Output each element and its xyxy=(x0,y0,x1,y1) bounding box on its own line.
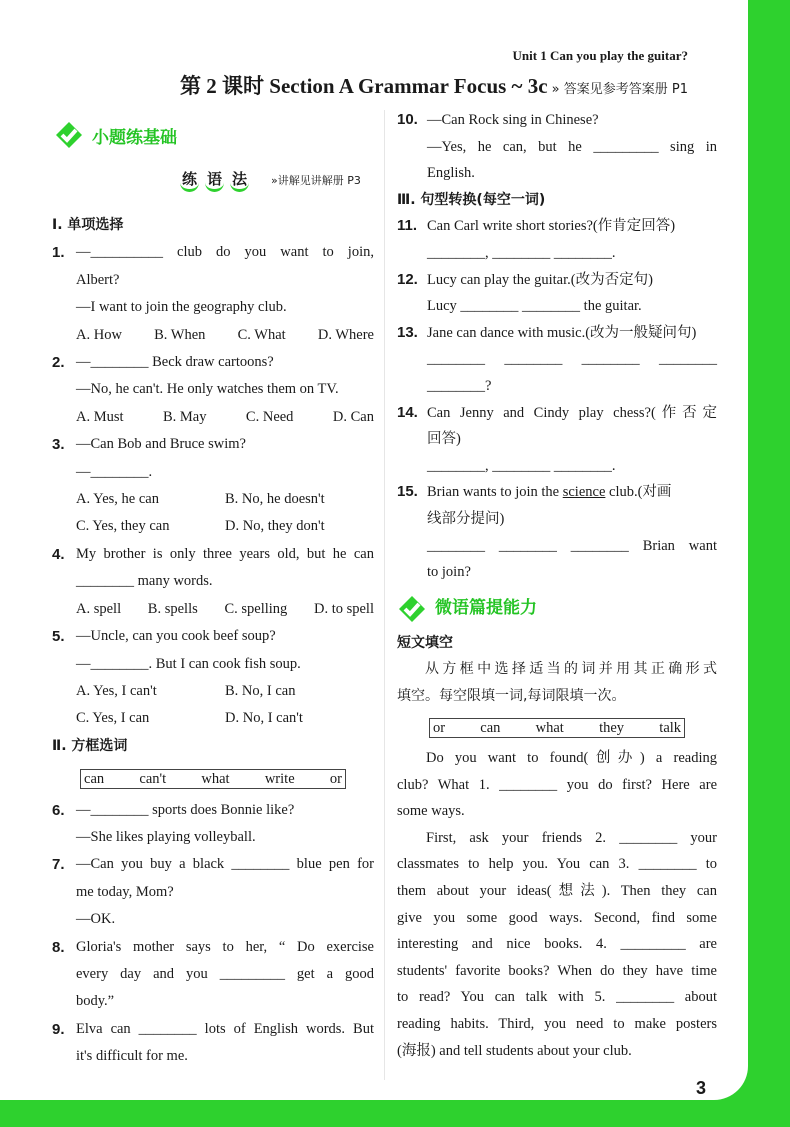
options xyxy=(52,486,374,541)
q-line: Can Jenny and Cindy play chess?(作否定 xyxy=(427,404,717,421)
column-divider xyxy=(384,110,385,1080)
underlined-word: science xyxy=(562,484,606,501)
left-column xyxy=(52,212,374,1071)
q-line: Albert? xyxy=(76,271,120,288)
question-6 xyxy=(52,797,374,852)
question-2 xyxy=(52,349,374,404)
option: B. No, he doesn't xyxy=(225,491,325,508)
option: D. Can xyxy=(332,408,374,425)
q-line: Can Carl write short stories?(作肯定回答) xyxy=(427,218,676,235)
question-9 xyxy=(52,1016,374,1071)
answer-reference: » 答案见参考答案册 P1 xyxy=(547,82,688,97)
q-line: —OK. xyxy=(76,911,116,928)
passage-line: them about your ideas(想法). Then they can xyxy=(397,883,717,900)
q-line: —She likes playing volleyball. xyxy=(76,828,256,845)
q-number: 8. xyxy=(52,938,65,956)
question-13 xyxy=(397,320,717,400)
question-12 xyxy=(397,267,717,320)
q-number: 11. xyxy=(397,217,418,235)
word-box-row xyxy=(52,760,374,796)
passage-line: some ways. xyxy=(397,803,465,820)
q-line: —________. But I can cook fish soup. xyxy=(76,655,301,672)
grammar-tag xyxy=(180,168,361,192)
q-number: 2. xyxy=(52,354,65,372)
q-line: My brother is only three years old, but he can xyxy=(76,545,374,562)
passage-line: club? What 1. ________ you do first? Here are xyxy=(397,776,717,793)
q-number: 10. xyxy=(397,111,418,128)
word-box: or can what they talk xyxy=(429,718,685,738)
q-line: —Can Rock sing in Chinese? xyxy=(427,112,599,128)
q-number: 7. xyxy=(52,856,65,874)
question-3 xyxy=(52,431,374,486)
q-line: —________ Beck draw cartoons? xyxy=(76,354,274,371)
q-number: 15. xyxy=(397,483,418,501)
q-text: Brian wants to join the xyxy=(427,484,563,501)
q-number: 1. xyxy=(52,244,65,262)
tag-char: 语 xyxy=(205,168,224,192)
passage-line: Do you want to found(创办) a reading xyxy=(426,750,717,767)
q-line: me today, Mom? xyxy=(76,883,174,900)
option: A. Yes, he can xyxy=(76,491,159,508)
question-1 xyxy=(52,239,374,321)
lesson-title xyxy=(180,70,688,100)
passage-line: to read? You can talk with 5. ________ about xyxy=(397,989,717,1006)
passage-line: reading habits. Third, you need to make posters xyxy=(397,1016,717,1032)
section-heading-basic xyxy=(54,120,177,150)
option: D. No, I can't xyxy=(225,710,303,727)
q-line: —________. xyxy=(76,463,153,480)
q-line: ________ ________ ________ Brian want xyxy=(427,537,717,554)
question-5 xyxy=(52,623,374,678)
q-number: 14. xyxy=(397,403,418,421)
option: C. spelling xyxy=(224,600,288,617)
section-title-word-box: Ⅱ. 方框选词 xyxy=(52,737,128,754)
options xyxy=(52,322,374,349)
tag-char: 法 xyxy=(230,168,249,192)
q-line xyxy=(427,479,717,506)
q-text: club.(对画 xyxy=(605,484,672,501)
check-badge-icon xyxy=(397,594,427,624)
section-title-sentence-transform: Ⅲ. 句型转换(每空一词) xyxy=(397,191,546,208)
q-line: —No, he can't. He only watches them on TV. xyxy=(76,381,339,398)
passage-line: (海报) and tell students about your club. xyxy=(397,1042,632,1059)
option: B. When xyxy=(154,326,206,343)
q-line: 线部分提问) xyxy=(427,510,505,527)
section-heading-advanced xyxy=(397,594,537,624)
title-text: 第 2 课时 Section A Grammar Focus ~ 3c xyxy=(180,74,548,98)
q-number: 3. xyxy=(52,436,65,454)
q-number: 4. xyxy=(52,545,65,563)
q-number: 9. xyxy=(52,1020,65,1038)
passage-line: give you some good ways. Second, find some xyxy=(397,909,717,926)
q-number: 12. xyxy=(397,270,418,288)
option: A. How xyxy=(76,326,122,343)
q-line: Jane can dance with music.(改为一般疑问句) xyxy=(427,324,697,341)
right-column xyxy=(397,107,717,1064)
q-line: —__________ club do you want to join, xyxy=(76,244,374,261)
q-line: —Uncle, can you cook beef soup? xyxy=(76,628,276,645)
q-line: to join? xyxy=(427,564,471,581)
q-line: ________, ________ ________. xyxy=(427,244,616,261)
grammar-reference: »讲解见讲解册 P3 xyxy=(271,174,361,187)
option: B. spells xyxy=(147,600,198,617)
option: A. Must xyxy=(76,408,124,425)
q-line: Lucy can play the guitar.(改为否定句) xyxy=(427,271,653,288)
option: D. to spell xyxy=(313,600,374,617)
option: C. Need xyxy=(245,408,294,425)
passage-line: interesting and nice books. 4. _________ are xyxy=(397,936,717,953)
option: C. Yes, they can xyxy=(76,518,170,535)
question-14 xyxy=(397,400,717,480)
option: C. Yes, I can xyxy=(76,710,150,727)
cloze-title: 短文填空 xyxy=(397,634,453,651)
question-10 xyxy=(397,107,717,187)
cloze-instruction: 填空。每空限填一词,每词限填一次。 xyxy=(397,687,626,704)
heading-text: 小题练基础 xyxy=(92,127,177,148)
q-line: ________ many words. xyxy=(76,573,213,590)
question-4 xyxy=(52,541,374,596)
passage-line: students' favorite books? When do they have time xyxy=(397,962,717,979)
passage-line: First, ask your friends 2. ________ your xyxy=(426,829,717,846)
question-15 xyxy=(397,479,717,585)
running-head: Unit 1 Can you play the guitar? xyxy=(512,48,688,63)
q-line: body.” xyxy=(76,993,115,1010)
option: D. No, they don't xyxy=(225,518,325,535)
tag-char: 练 xyxy=(180,168,199,192)
q-line: Gloria's mother says to her, “ Do exercise xyxy=(76,938,374,955)
q-number: 5. xyxy=(52,628,65,646)
q-line: —Can you buy a black ________ blue pen for xyxy=(76,856,374,873)
q-line: Elva can ________ lots of English words. But xyxy=(76,1020,374,1037)
q-line: —Can Bob and Bruce swim? xyxy=(76,436,246,453)
option: D. Where xyxy=(317,326,374,343)
option: C. What xyxy=(237,326,286,343)
check-badge-icon xyxy=(54,120,84,150)
option: B. No, I can xyxy=(225,682,296,699)
option: A. spell xyxy=(76,600,122,617)
page-number: 3 xyxy=(696,1078,707,1098)
q-line: —________ sports does Bonnie like? xyxy=(76,801,295,818)
q-line: Lucy ________ ________ the guitar. xyxy=(427,298,642,315)
q-line: ________, ________ ________. xyxy=(427,457,616,474)
heading-text: 微语篇提能力 xyxy=(435,598,537,619)
cloze-box-row xyxy=(397,709,717,745)
q-number: 6. xyxy=(52,801,65,819)
q-line: 回答) xyxy=(427,431,461,448)
options xyxy=(52,404,374,431)
q-line: English. xyxy=(427,165,475,182)
q-line: ________? xyxy=(427,377,492,394)
option: A. Yes, I can't xyxy=(76,682,157,699)
q-line: every day and you _________ get a good xyxy=(76,965,374,982)
q-line: —Yes, he can, but he _________ sing in xyxy=(427,138,717,155)
q-line: it's difficult for me. xyxy=(76,1048,188,1065)
section-title-multiple-choice: Ⅰ. 单项选择 xyxy=(52,217,124,233)
options xyxy=(52,678,374,733)
q-number: 13. xyxy=(397,323,418,341)
option: B. May xyxy=(162,408,207,425)
cloze-instruction: 从方框中选择适当的词并用其正确形式 xyxy=(425,661,717,678)
word-box: can can't what write or xyxy=(80,769,346,789)
question-11 xyxy=(397,213,717,266)
cloze-passage xyxy=(397,745,717,1064)
q-line: ________ ________ ________ ________ xyxy=(427,351,717,368)
q-line: —I want to join the geography club. xyxy=(76,299,287,316)
passage-line: classmates to help you. You can 3. ________ to xyxy=(397,856,717,873)
question-7 xyxy=(52,851,374,933)
question-8 xyxy=(52,934,374,1016)
options xyxy=(52,596,374,623)
advanced-heading-row xyxy=(397,586,717,626)
